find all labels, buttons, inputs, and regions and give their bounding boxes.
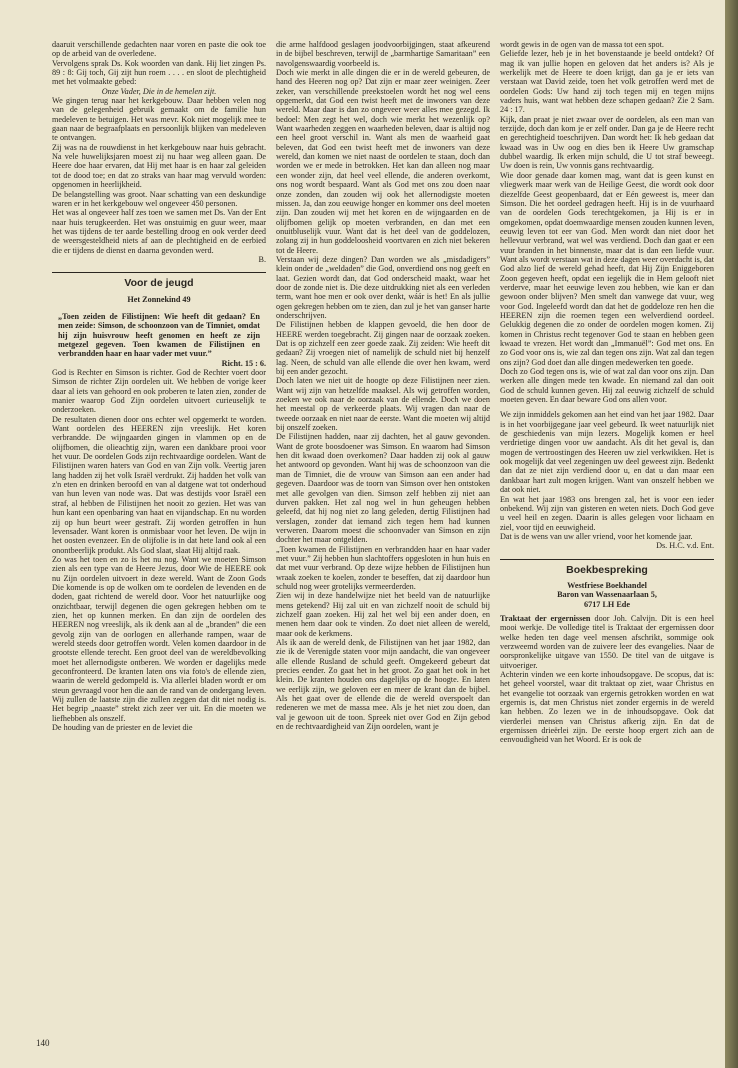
page-binding-edge: [725, 0, 738, 1068]
paragraph: We zijn inmiddels gekomen aan het eind van het jaar 1982. Daar is in het voorbijgegane jaar veel gebeurd. Ik weet natuurlijk niet de geschiedenis van mijn lezers. Mogelijk komen er heel verdrietige dingen voor uw aandacht. Als dit het geval is, dan mogen de vertroostingen des Heeren uw ziel verkwikken. Het is ook mogelijk dat veel zegeningen uw deel geweest zijn. Bedenkt dan dat ze niet zijn verdiend door u, en dat u dan maar een dankbaar hart zult mogen krijgen. Want van onszelf hebben we dat ook niet.: [500, 410, 714, 495]
prayer-quote: Onze Vader, Die in de hemelen zijt.: [101, 86, 217, 96]
paragraph: De houding van de priester en de leviet die: [52, 723, 193, 733]
section-subtitle: Het Zonnekind 49: [127, 294, 191, 304]
paragraph: die arme halfdood geslagen joodvoorbijgingen, staat afkeurend in de bijbel beschreven, terwijl de „barmhartige Samaritaan” een navolgenswaardig voorbeeld is.: [276, 40, 490, 68]
publisher-name: Westfriese Boekhandel: [567, 580, 647, 590]
paragraph: Het was al ongeveer half zes toen we samen met Ds. Van der Ent naar huis terugkeerden. Het was onstuimig en guur weer, maar het was tijdens de ter aarde bestelling droog en ook verder deed de weersgesteldheid niets af aan de plechtigheid en de eerbied die er tijdens de dienst en daarna gevonden werd.: [52, 208, 266, 255]
section-title-voor-de-jeugd: Voor de jeugd: [124, 277, 194, 290]
column-left: [52, 40, 266, 1050]
col1-paras-a: [52, 40, 266, 87]
review-text: door Joh. Calvijn. Dit is een heel mooi werkje. De volledige titel is Traktaat der ergernissen door welke heden ten dage veel mensen afschrikt, sommige ook verzweemd worden van de zuivere leer des evangelies. Naar de oorspronkelijke uitgave van 1550. De titel van de uitgave is uitvoeriger.: [500, 613, 714, 670]
paragraph: Als ik aan de wereld denk, de Filistijnen van het jaar 1982, dan zie ik de Verenigde staten voor mijn aandacht, die van ongeveer alle ellende Rusland de schuld geeft. Omgekeerd gebeurt dat precies eender. Zo gaat het in het groot. Zo gaat het ook in het klein. De kranten houden ons dagelijks op de hoogte. En laten we eerlijk zijn, we geloven eer en meer de krant dan de bijbel. Als het gaat over de ellende die de wereld overspoelt dan redeneren we met de massa mee. Als je het niet zou doen, dan val je gewoon uit de toon. Spreek niet over God en Zijn gebod en de rechtvaardigheid van Zijn oordelen, want je: [276, 638, 490, 732]
section-divider: [52, 272, 266, 273]
paragraph: Wie door genade daar komen mag, want dat is geen kunst en vliegwerk maar werk van de Heilige Geest, die wordt ook door diezelfde Geest geopenbaard, dat er Eén geweest is, meer dan Simson. Die het oordeel gedragen heeft. Hij is in de vuurhaard van de oordelen Gods terechtgekomen, ja Hij is er in omgekomen, opdat doemwaardige mensen zouden kunnen leven, eeuwig leven tot eer van God. Men wordt dan niet door het hellevuur verbrand, wat wel was verdiend. Doch dan gaat er een vuur branden in het binnenste, maar dat is dan een liefde vuur. Want als wordt verstaan wat in deze dagen weer overdacht is, dat God alzo lief de wereld gehad heeft, dat Hij Zijn Eniggeboren Zoon gegeven heeft, opdat een iegelijk die in Hem gelooft niet verderve, maar het eeuwige leven zou hebben, wie kan er dan gewoon onder blijven? Men smelt dan vanwege dat vuur, weg voor God. Ingeleefd wordt dan dat het de goddeloze ren hen die HEEREN zijn die roemen tegen een welverdiend oordeel. Gelukkig degenen die zo onder de oordelen mogen komen. Zij komen in Christus recht tegenover God te staan en hebben geen kwaad te vrezen. Het wordt dan „Immanuël”: God met ons. En zo God voor ons is, wie zal dan tegen ons zijn. Wat zal dan tegen ons zijn? God doet dan alle dingen medewerken ten goede.: [500, 170, 714, 367]
paragraph: Kijk, dan praat je niet zwaar over de oordelen, als een man van terzijde, doch dan kom je er zelf onder. Dan ga je de Heere recht en gerechtigheid toeschrijven. Dan wordt het: Ik heb gedaan dat kwaad was in Uw oog en dies ben ik Heere Uw gramschap dubbel waardig. Ik erken mijn schuld, die U tot straf beweegt. Uw doen is rein, Uw vonnis gans rechtvaardig.: [500, 114, 714, 171]
paragraph: De resultaten dienen door ons echter wel opgemerkt te worden. Want oordelen des HEEREN zijn vreeslijk. Het koren verbrandde. De wijngaarden gingen in vlammen op en de olijfbomen, die olieachtig zijn, waren een dankbare prooi voor het vuur. De oordelen Gods zijn rechtvaardige oordelen. Want de Filistijnen waren haters van God en van Zijn volk. Veertig jaren lang hadden zij het volk Israël verdrukt. Zij hadden het volk van z'n eten en drinken beroofd en van al datgene wat tot onderhoud van hun leven van node was. Dat was destijds voor Israël een straf, al hebben de Filistijnen het nooit zo gezien. Het was van hun kant een openbaring van haat en vijandschap. En nu worden zij op hun beurt weer gestraft. Zij worden getroffen in hun levensader. Want koren is onmisbaar voor het leven. De wijn in het oosten evenzeer. En de olijfolie is in dat hete land ook al een onontbeerlijk produkt. Als God slaat, slaat Hij altijd raak.: [52, 414, 266, 555]
paragraph: Dat is de wens van uw aller vriend, voor het komende jaar.: [500, 531, 693, 541]
paragraph: We gingen terug naar het kerkgebouw. Daar hebben velen nog van de gelegenheid gebruik gemaakt om de familie hun medeleven te betuigen. Het was mevr. Kok niet mogelijk mee te gaan naar de begraafplaats en persoonlijk blijken van medeleven te ontvangen.: [52, 96, 266, 143]
paragraph: Zien wij in deze handelwijze niet het beeld van de natuurlijke mens getekend? Hij zal uit en van zichzelf nooit de schuld bij zichzelf gaan zoeken. Hij zal het wel bij een ander doen, en menen hem daar ook te vinden. Zo doet niet alleen de wereld, maar ook de kerkmens.: [276, 591, 490, 638]
review-paragraph: [500, 614, 714, 670]
paragraph: De Filistijnen hadden, naar zij dachten, het al gauw gevonden. Want de grote boosdoener was Simson. En waarom had Simson hen dit kwaad doen overkomen? Daar hadden zij ook al gauw het antwoord op gevonden. Want hij was de schoonzoon van die man de Timniet, die de vrouw van Simson aan een ander had gegeven. Daardoor was de toorn van Simson over hen ontstoken met alle gevolgen van dien. Simson zelf hebben zij niet aan durven pakken. Het zal nog wel in hun geheugen hebben geleefd, dat hij nog niet zo lang geleden, dertig Filistijnen had verslagen, zonder dat iemand zich tegen hem had kunnen verweren. Daarom moest die schoonvader van Simson en zijn dochter het maar ontgelden.: [276, 432, 490, 545]
bible-reference: Richt. 15 : 6.: [221, 358, 266, 368]
author-signature: Ds. H.C. v.d. Ent.: [656, 541, 714, 551]
section-title-boekbespreking: Boekbespreking: [566, 563, 648, 576]
bible-quote: „Toen zeiden de Filistijnen: Wie heeft dit gedaan? En men zeide: Simson, de schoonzoon van de Timniet, omdat hij zijn huisvrouw heeft genomen en heeft ze zijn metgezel gegeven. Toen kwamen de Filistijnen en verbrandden haar en haar vader met vuur.”: [58, 311, 260, 359]
section-divider: [500, 559, 714, 560]
publisher-address: Baron van Wassenaarlaan 5,: [557, 590, 657, 600]
paragraph: De Filistijnen hebben de klappen gevoeld, die hen door de HEERE werden toegebracht. Zij gingen naar de oorzaak zoeken. Dat is op zichzelf een zeer goede zaak. Zij zeiden: Wie heeft dit gedaan? Zij vroegen niet of namelijk de schuld niet bij henzelf lag. Neen, de schuld van alle ellende die over hen kwam, werd bij een ander gezocht.: [276, 320, 490, 377]
paragraph: De belangstelling was groot. Naar schatting van een deskundige waren er in het kerkgebouw wel ongeveer 450 personen.: [52, 189, 266, 208]
paragraph: Zij was na de rouwdienst in het kerkgebouw naar huis gebracht. Na vele huwelijksjaren moest zij nu haar weg alleen gaan. De Heere doe haar ervaren, dat Hij met haar is en haar zal geleiden tot de dood toe; en dat zo straks van haar mag vervuld worden: opgenomen in heerlijkheid.: [52, 142, 266, 190]
column-right: [500, 40, 714, 1050]
paragraph: En wat het jaar 1983 ons brengen zal, het is voor een ieder onbekend. Wij zijn van gisteren en weten niets. Doch God geve u veel heil en zegen. Daarin is alles gelegen voor lichaam en ziel, voor tijd en eeuwigheid.: [500, 494, 714, 532]
paragraph: God is Rechter en Simson is richter. God de Rechter voert door Simson de richter Zijn oordelen uit. We hebben de vorige keer daar al iets van gehoord en ook proberen te laten zien, zonder de manier waarop God Zijn oordelen uitvoert curieuselijk te onderzoeken.: [52, 368, 266, 415]
column-middle: [276, 40, 490, 1050]
col1-paras-b: [52, 96, 266, 255]
paragraph: daaruit verschillende gedachten naar voren en paste die ook toe op de arbeid van de overledene.: [52, 40, 266, 59]
review-book-title: Traktaat der ergernissen: [500, 613, 591, 623]
page-number: 140: [36, 1038, 50, 1048]
paragraph: Achterin vinden we een korte inhoudsopgave. De scopus, dat is: het geheel voorstel, waar dit traktaat op ziet, waar Christus en het evangelie tot oorzaak van ergernis getrokken worden en wat ergernis is, dat men Christus niet zonder ergernis in de wereld kan hebben. Zo lezen we in de inhoudsopgave. Ook dat vierderlei mensen van Christus afkerig zijn. En dat de ergernissen drieërlei zijn. De eerste hoop ergert zich aan de eenvoudigheid van het Woord. Er is ook de: [500, 670, 714, 745]
col1-paras-c: [52, 368, 266, 732]
paragraph: Doch wie merkt in alle dingen die er in de wereld gebeuren, de hand des Heeren nog op? Dat zijn er maar zeer weinigen. Zeer zeker, van verschillende preekstoelen wordt het nog wel eens opgemerkt, dat God een twist heeft met de inwoners van deze wereld. Maar daar is dan zo ongeveer weer alles mee gezegd. Ik bedoel: Men zegt het wel, doch wie merkt het wezenlijk op? Want waarheden zeggen en waarheden beleven, daar is altijd nog een heel groot verschil in. Want als men de waarheid gaat beleven, dat God een twist heeft met de inwoners van deze wereld, dan komen we niet naast de oordelen te staan, doch dan worden we er mede in betrokken. Het kan dan alleen nog maar een wonder zijn, dat heel veel ellende, die anderen overkomt, ons nog wordt bespaard. Want als God met ons zou doen naar onze zonden, dan zouden wij ook het allernodigste moeten missen. Ja, dan zou eeuwige honger en kommer ons deel moeten zijn. Dan zouden wij met het koren en de wijngaarden en de olijfbomen gelijk op moeten verbranden, en dan met een onuitbluselijk vuur. Want dat is het deel van de goddelozen, zolang zij in hun goddeloosheid voortvaren en zich niet bekeren tot de Heere.: [276, 68, 490, 255]
paragraph: Verstaan wij deze dingen? Dan worden we als „misdadigers” klein onder de „weldaden” die God, onverdiend ons nog geeft en laat. Gezien wordt dan, dat God onderscheid maakt, waar het door de zonde niet is. Die deze uitdrukking niet als een verleden term, want hoe men er ook over denkt, wáár is het! En als jullie ogen gekregen hebben om te zien, dan zul je het van ganser harte onderschrijven.: [276, 254, 490, 320]
publisher-postcode: 6717 LH Ede: [584, 599, 630, 609]
paragraph: Doch zo God tegen ons is, wie of wat zal dan voor ons zijn. Dan werken alle dingen mede ten kwade. En niemand zal dan ooit God de schuld kunnen geven. Hij zal eeuwig zichzelf de schuld moeten geven. En daar beware God ons allen voor.: [500, 367, 714, 405]
author-signature: B.: [258, 254, 266, 264]
paragraph: „Toen kwamen de Filistijnen en verbrandden haar en haar vader met vuur.” Zij hebben hun slachtoffers opgesloten in hun huis en dat met vuur verbrand. Op deze wijze hebben de Filistijnen hun wraak zoeken te koelen, zonder te beseffen, dat zij daardoor hun schuld nog weer grotelijks vermeerderden.: [276, 544, 490, 591]
paragraph: wordt gewis in de ogen van de massa tot een spot.: [500, 40, 664, 49]
paragraph: Doch laten we niet uit de hoogte op deze Filistijnen neer zien. Want wij zijn van hetzelfde maaksel. Als wij getroffen worden, zoeken we ook naar de oorzaak van de ellende. Doch we doen het meestal op de verkeerde plaats. Wij vragen dan naar de tweede oorzaak en niet naar de eerste. Want die moeten wij altijd bij onszelf zoeken.: [276, 376, 490, 433]
paragraph: Zo was het toen en zo is het nu nog. Want we moeten Simson zien als een type van de Heere Jezus, door Wie de HEERE ook nu Zijn oordelen uitvoert in deze wereld. Want de Zoon Gods Die komende is op de wolken om te oordelen de levenden en de doden, gaat richtend de wereld door. Voor het natuurlijke oog onzichtbaar, terwijl degenen die ogen gekregen hebben om te zien, het op kunnen merken. En dan zijn de oordelen des HEEREN nog vreeslijk, als ik denk aan al de „branden” die een gevolg zijn van de oorlogen en allerhande rampen, waar de wereld steeds door getroffen wordt. Velen komen daardoor in de grootste ellende terecht. Een groot deel van de wereldbevolking moet het allernodigste ontberen. We worden er dagelijks mede geconfronteerd. De kranten laten ons via foto's de ellende zien, waarin de wereld gedompeld is. Via allerlei bladen wordt er om steun gevraagd voor hen die aan de rand van de ondergang leven. Wij zullen de laatste zijn die zullen zeggen dat dit niet nodig is. Het begrip „naaste” strekt zich zeer ver uit. En die moeten we liefhebben als onszelf.: [52, 554, 266, 723]
paragraph: Vervolgens sprak Ds. Kok woorden van dank. Hij liet zingen Ps. 89 : 8: Gij toch, Gij zijt hun roem . . . . en sloot de plechtigheid met het volmaakte gebed:: [52, 58, 266, 87]
paragraph: Geliefde lezer, heb je in het bovenstaande je beeld ontdekt? Of mag ik van jullie hopen en geloven dat het anders is? Als je werkelijk met de Heere te doen krijgt, dan ga je er iets van verstaan wat David zeide, toen het volk getroffen werd met de oordelen Gods: Uw hand zij toch tegen mij en tegen mijns vaders huis, want wat hebben deze schapen gedaan? Zie 2 Sam. 24 : 17.: [500, 49, 714, 115]
